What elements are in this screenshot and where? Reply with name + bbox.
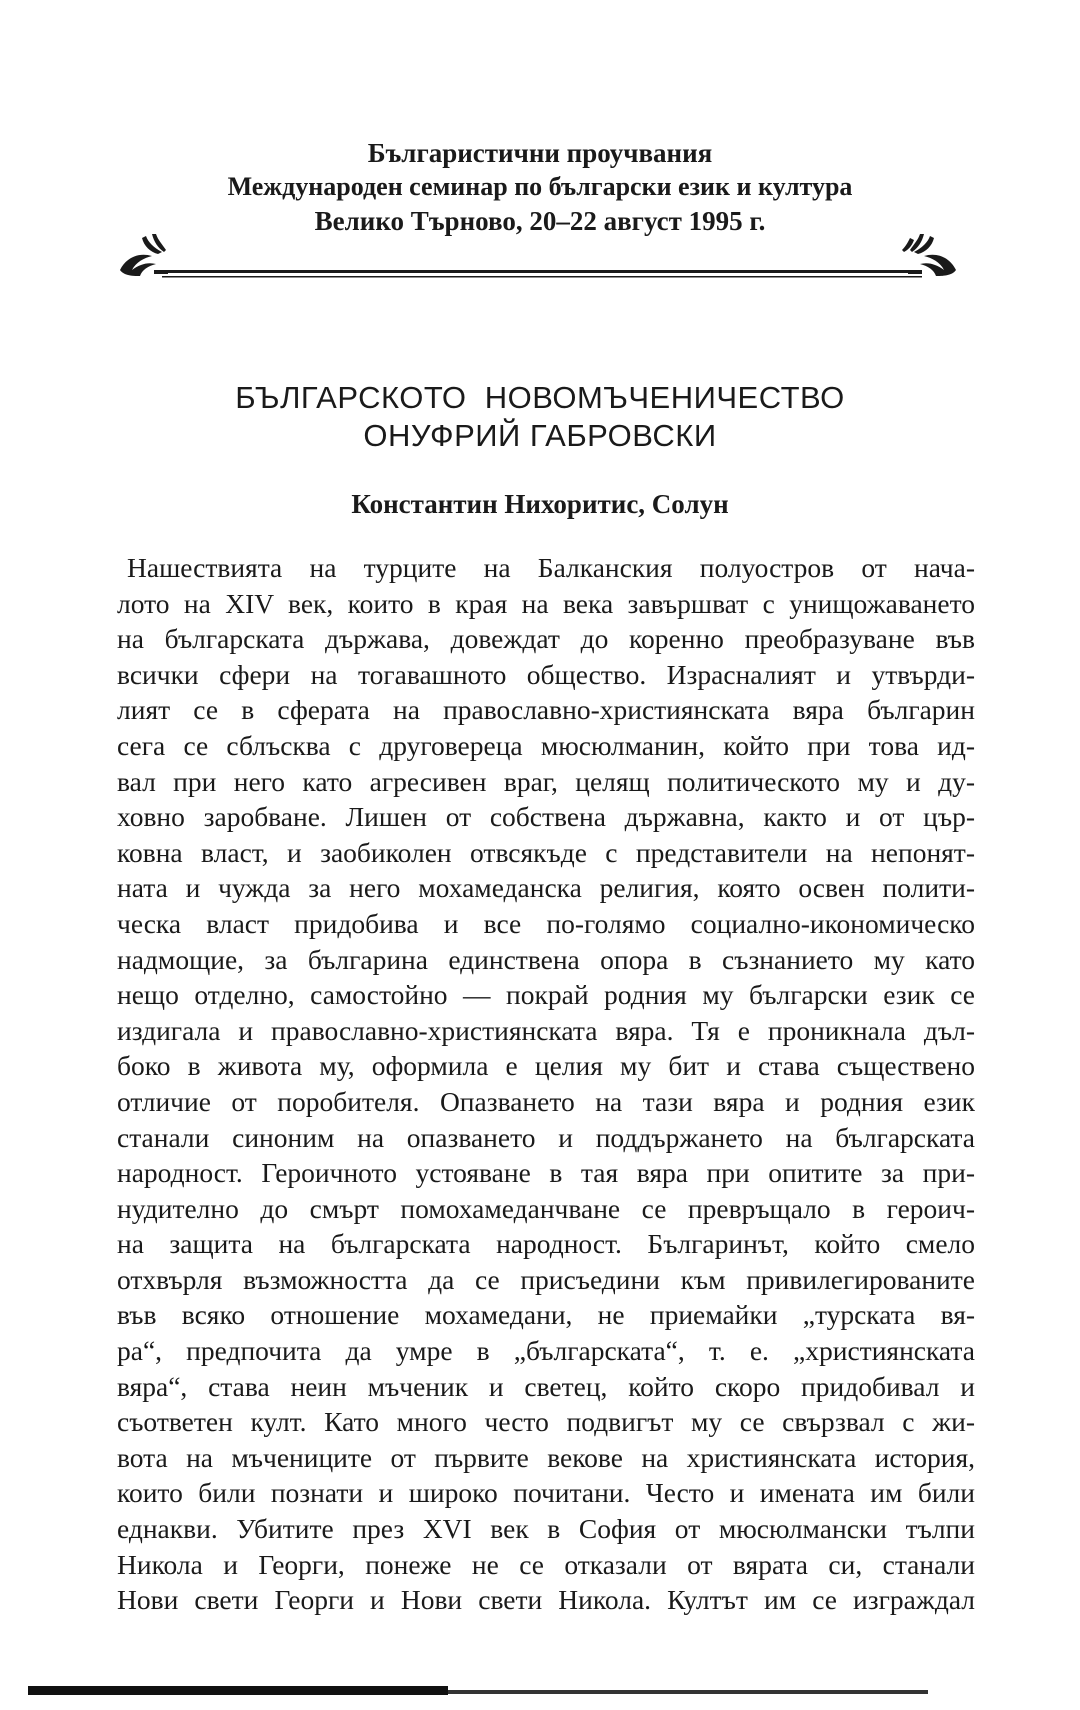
body-line: отличие от поробителя. Опазването на тази вяра и родния език: [117, 1085, 975, 1117]
decorative-rule-ornament: [118, 232, 958, 282]
body-line: ховно заробване. Лишен от собствена държавна, както и от цър-: [117, 801, 975, 833]
body-line: надмощие, за българина единствена опора в съзнанието му като: [117, 943, 975, 975]
body-line: съответен култ. Като много често подвигът му се свързвал с жи-: [117, 1406, 975, 1438]
rule-line-thin: [162, 276, 922, 278]
body-line: ната и чужда за него мохамеданска религия, която освен полити-: [117, 872, 975, 904]
body-line: всички сфери на тогавашното общество. Израсналият и утвърди-: [117, 658, 975, 690]
left-flourish-icon: [120, 234, 168, 276]
body-line: отхвърля възможността да се присъедини към привилегированите: [117, 1263, 975, 1295]
body-line: издигала и православно-християнската вяра. Тя е проникнала дъл-: [117, 1014, 975, 1046]
rule-line-thick: [162, 270, 922, 273]
article-title-line-1: БЪЛГАРСКОТО НОВОМЪЧЕНИЧЕСТВО: [235, 380, 845, 415]
body-line: станали синоним на опазването и поддържането на българската: [117, 1121, 975, 1153]
right-flourish-icon: [902, 234, 956, 276]
article-author: Константин Нихоритис, Солун: [351, 489, 729, 519]
header-place-date: Велико Търново, 20–22 август 1995 г.: [314, 206, 766, 236]
article-body: [117, 550, 975, 1618]
body-line: ческа власт придобива и все по-голямо социално-икономическо: [117, 907, 975, 939]
body-line: Нашествията на турците на Балканския полуостров от нача-: [127, 552, 975, 583]
body-line: нудително до смърт помохамеданчване се превръщало в героич-: [117, 1192, 975, 1224]
body-line: сега се сблъсква с друговереца мюсюлманин, който при това ид-: [117, 729, 975, 761]
header-series-title: Българистични проучвания: [367, 138, 713, 168]
article-title-line-2: ОНУФРИЙ ГАБРОВСКИ: [363, 418, 717, 453]
header-seminar-title: Международен семинар по български език и култура: [227, 172, 853, 201]
scan-edge-bar: [28, 1686, 928, 1696]
body-line: ковна власт, и заобиколен отвсякъде с представители на непонят-: [117, 836, 975, 868]
body-line: Нови свети Георги и Нови свети Никола. Култът им се изграждал: [117, 1584, 975, 1616]
body-line: вал при него като агресивен враг, целящ политическото му и ду-: [117, 765, 975, 797]
article-title: [0, 379, 1080, 455]
body-line: боко в живота му, оформила е целия му бит и става съществено: [117, 1050, 975, 1082]
body-line: Никола и Георги, понеже не се отказали от вярата си, станали: [117, 1548, 975, 1580]
body-line: на българската държава, довеждат до коренно преобразуване във: [117, 623, 975, 655]
body-line: еднакви. Убитите през XVI век в София от мюсюлмански тълпи: [117, 1513, 975, 1545]
body-line: на защита на българската народност. Българинът, който смело: [117, 1228, 975, 1260]
body-line: нещо отделно, самостойно — покрай родния му български език се: [117, 979, 975, 1011]
body-line: вота на мъчениците от първите векове на християнската история,: [117, 1441, 975, 1473]
body-line: във всяко отношение мохамедани, не приемайки „турската вя-: [117, 1299, 975, 1331]
body-line: вяра“, става неин мъченик и светец, който скоро придобивал и: [117, 1370, 975, 1402]
body-line: народност. Героичното устояване в тая вяра при опитите за при-: [117, 1157, 975, 1189]
body-line: които били познати и широко почитани. Често и имената им били: [117, 1477, 975, 1509]
publication-header: [0, 136, 1080, 238]
body-line: лото на XIV век, които в края на века завършват с унищожаването: [117, 587, 975, 619]
body-line: лият се в сферата на православно-християнската вяра българин: [117, 694, 975, 726]
body-line: ра“, предпочита да умре в „българската“, т. е. „християнската: [117, 1335, 975, 1367]
